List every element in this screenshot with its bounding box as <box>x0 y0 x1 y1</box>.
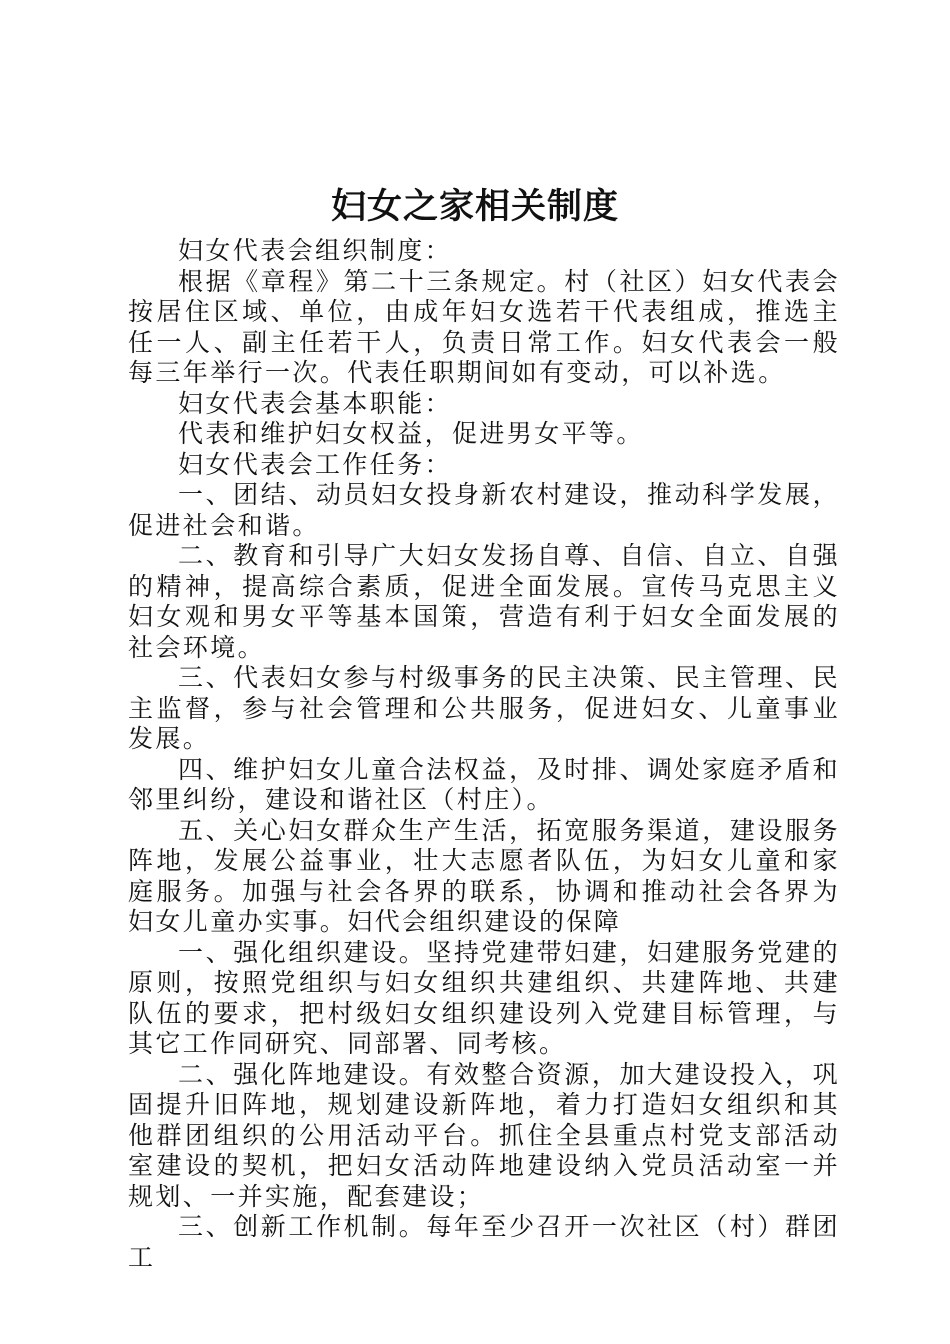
paragraph: 一、团结、动员妇女投身新农村建设，推动科学发展，促进社会和谐。 <box>128 480 840 540</box>
paragraph: 三、代表妇女参与村级事务的民主决策、民主管理、民主监督，参与社会管理和公共服务，促进妇女、儿童事业发展。 <box>128 663 840 753</box>
paragraph: 二、强化阵地建设。有效整合资源，加大建设投入，巩固提升旧阵地，规划建设新阵地，着力打造妇女组织和其他群团组织的公用活动平台。抓住全县重点村党支部活动室建设的契机，把妇女活动阵地建设纳入党员活动室一并规划、一并实施，配套建设； <box>128 1059 840 1211</box>
paragraph: 二、教育和引导广大妇女发扬自尊、自信、自立、自强的精神，提高综合素质，促进全面发展。宣传马克思主义妇女观和男女平等基本国策，营造有利于妇女全面发展的社会环境。 <box>128 541 840 662</box>
paragraph: 五、关心妇女群众生产生活，拓宽服务渠道，建设服务阵地，发展公益事业，壮大志愿者队伍，为妇女儿童和家庭服务。加强与社会各界的联系，协调和推动社会各界为妇女儿童办实事。妇代会组织建设的保障 <box>128 815 840 936</box>
paragraph-heading-functions: 妇女代表会基本职能： <box>178 388 453 418</box>
paragraph-heading-tasks: 妇女代表会工作任务： <box>178 449 453 479</box>
document-title: 妇女之家相关制度 <box>330 187 619 227</box>
paragraph: 代表和维护妇女权益，促进男女平等。 <box>178 419 644 448</box>
paragraph: 四、维护妇女儿童合法权益，及时排、调处家庭矛盾和邻里纠纷，建设和谐社区（村庄）。 <box>128 754 840 814</box>
paragraph: 根据《章程》第二十三条规定。村（社区）妇女代表会按居住区域、单位，由成年妇女选若干代表组成，推选主任一人、副主任若干人，负责日常工作。妇女代表会一般每三年举行一次。代表任职期间如有变动，可以补选。 <box>128 266 840 387</box>
paragraph: 一、强化组织建设。坚持党建带妇建，妇建服务党建的原则，按照党组织与妇女组织共建组织、共建阵地、共建队伍的要求，把村级妇女组织建设列入党建目标管理，与其它工作同研究、同部署、同考核。 <box>128 937 840 1058</box>
paragraph: 三、创新工作机制。每年至少召开一次社区（村）群团工 <box>128 1212 840 1272</box>
document-body <box>128 236 840 1273</box>
paragraph-heading-organization: 妇女代表会组织制度： <box>178 236 453 265</box>
